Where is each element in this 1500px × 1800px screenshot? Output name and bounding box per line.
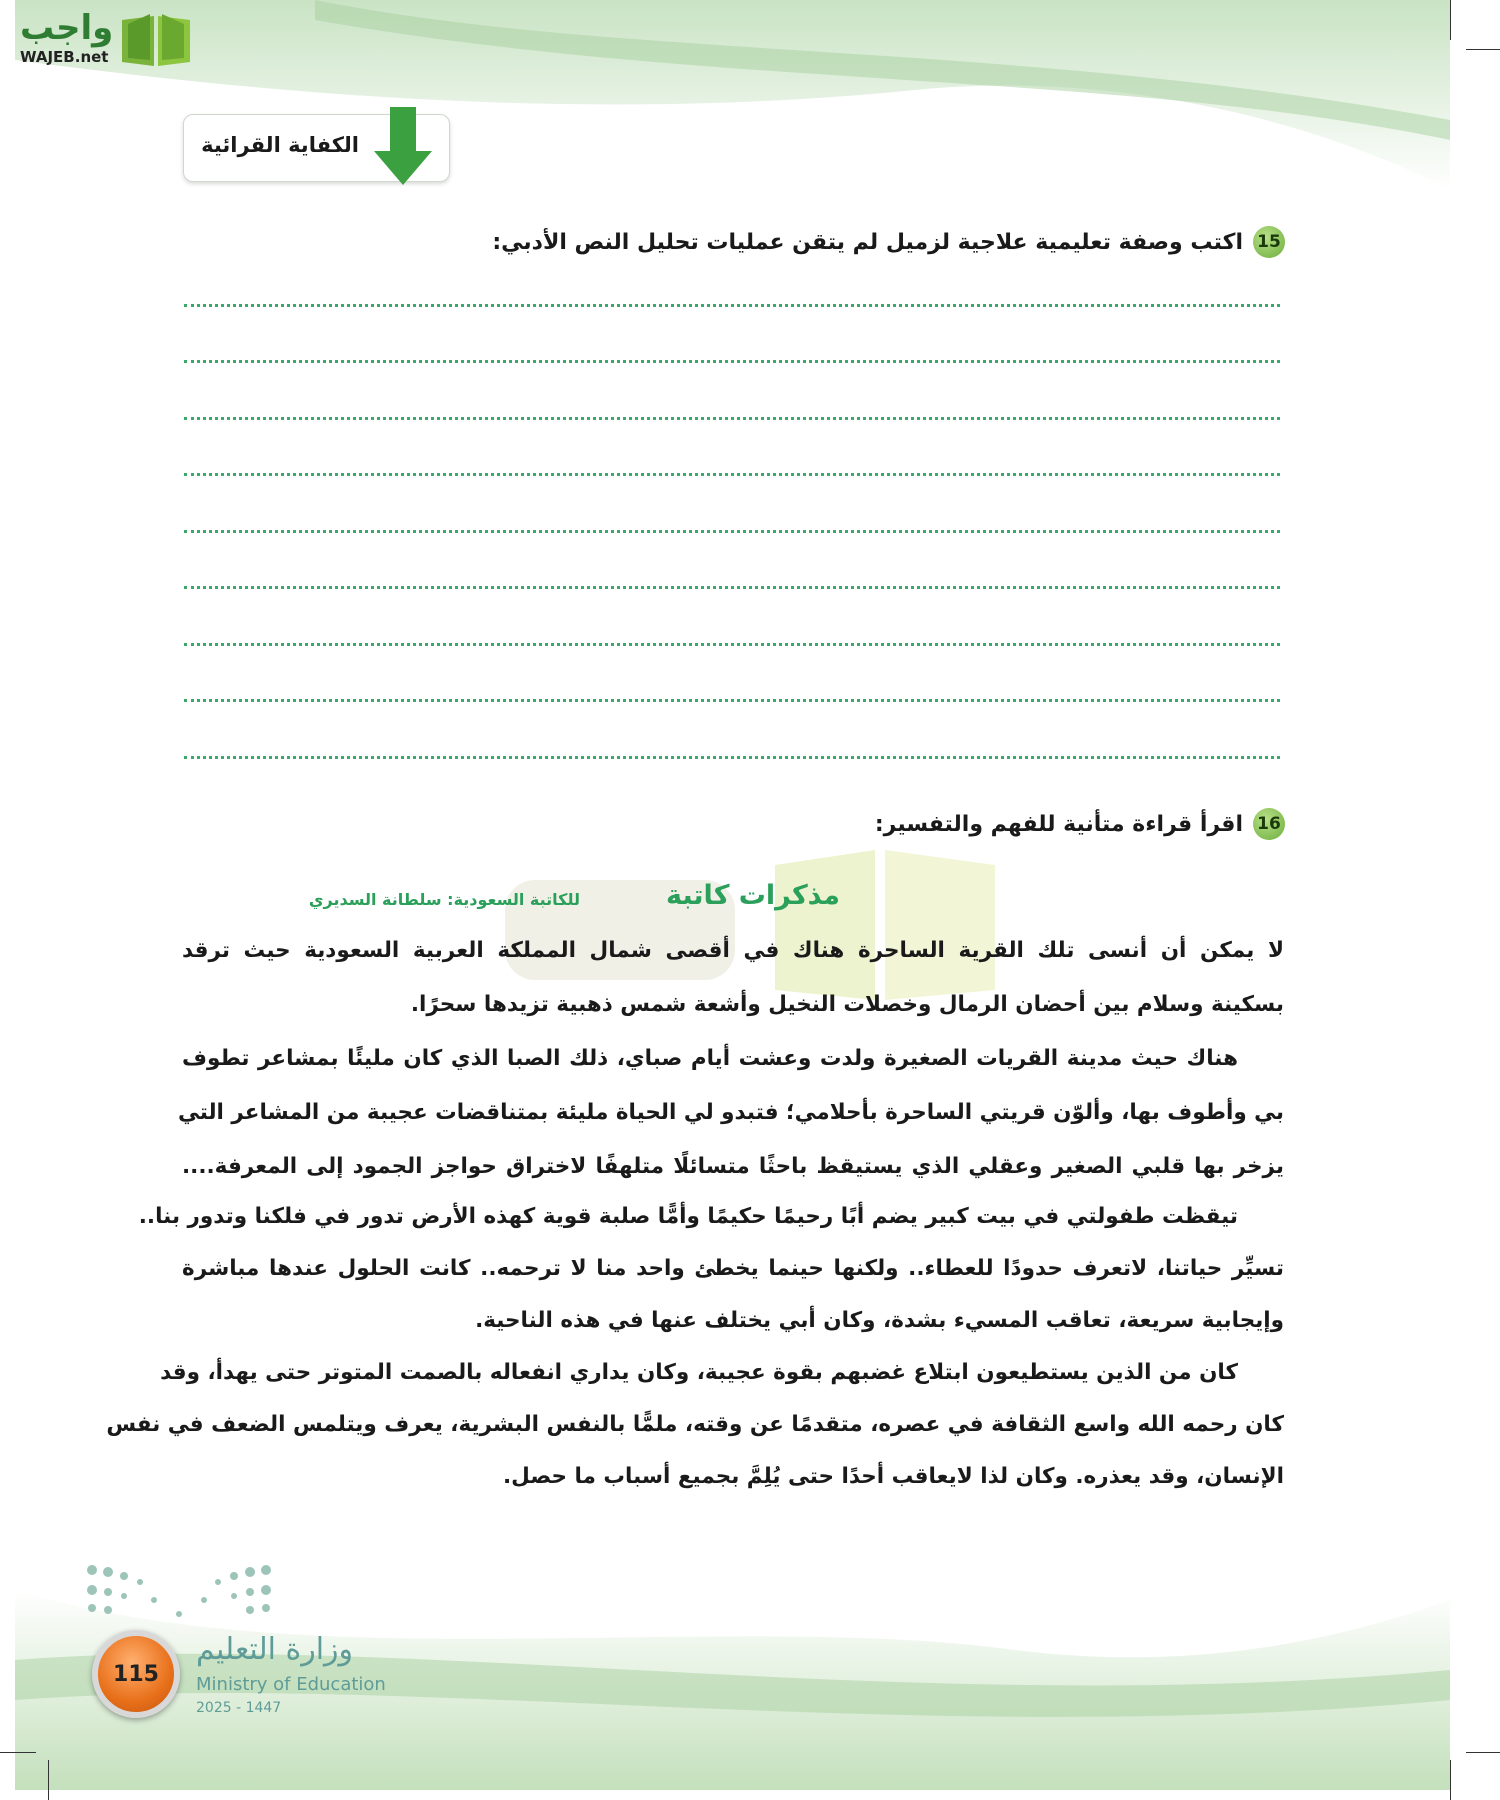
passage-line: بي وأطوف بها، وألوّن قريتي الساحرة بأحلامي؛ فتبدو لي الحياة مليئة بمتناقضات عجيبة من المشاعر التي (177, 1100, 1284, 1125)
question-text: اكتب وصفة تعليمية علاجية لزميل لم يتقن عمليات تحليل النص الأدبي: (492, 229, 1243, 255)
passage-line: كان رحمه الله واسع الثقافة في عصره، متقدمًا عن وقته، ملمًّا بالنفس البشرية، يعرف ويتلمس الضعف في نفس (106, 1412, 1284, 1437)
crop-mark (1466, 1752, 1500, 1753)
crop-mark (1450, 1760, 1451, 1800)
answer-line[interactable] (184, 417, 1280, 420)
answer-line[interactable] (184, 756, 1280, 759)
logo-latin: WAJEB.net (20, 48, 109, 66)
arrow-down-icon (372, 107, 434, 187)
passage-line: يزخر بها قلبي الصغير وعقلي الذي يستيقظ باحثًا متسائلًا متلهفًا لاختراق حواجز الجمود إلى المعرفة.... (182, 1154, 1284, 1179)
passage-title: مذكرات كاتبة (666, 880, 840, 911)
book-icon (118, 10, 194, 68)
passage-line: كان من الذين يستطيعون ابتلاع غضبهم بقوة عجيبة، وكان يداري انفعاله بالصمت المتوتر حتى يهدأ، وقد (160, 1360, 1238, 1385)
answer-line[interactable] (184, 360, 1280, 363)
section-badge-label: الكفاية القرائية (201, 133, 359, 157)
wajeb-watermark (505, 850, 1005, 1000)
passage-line: تيقظت طفولتي في بيت كبير يضم أبًا رحيمًا حكيمًا وأمًّا صلبة قوية كهذه الأرض تدور في فلكنا وتدور بنا.. (138, 1204, 1238, 1229)
section-badge (183, 114, 450, 182)
ministry-name-english: Ministry of Education (196, 1674, 386, 1695)
answer-line[interactable] (184, 304, 1280, 307)
passage-line: الإنسان، وقد يعذره. وكان لذا لايعاقب أحدًا حتى يُلِمَّ بجميع أسباب ما حصل. (503, 1464, 1284, 1489)
answer-line[interactable] (184, 530, 1280, 533)
answer-line[interactable] (184, 699, 1280, 702)
passage-line: بسكينة وسلام بين أحضان الرمال وخصلات النخيل وأشعة شمس ذهبية تزيدها سحرًا. (410, 992, 1284, 1017)
page-number: 115 (113, 1661, 159, 1687)
passage-line: تسيِّر حياتنا، لاتعرف حدودًا للعطاء.. ولكنها حينما يخطئ واحد منا لا ترحمه.. كانت الحلول عندها مباشرة (182, 1256, 1284, 1281)
wajeb-logo (8, 4, 188, 68)
passage-line: هناك حيث مدينة القريات الصغيرة ولدت وعشت أيام صباي، ذلك الصبا الذي كان مليئًا بمشاعر تطوف (182, 1046, 1238, 1071)
crop-mark (1450, 0, 1451, 40)
crop-mark (0, 1752, 36, 1753)
crop-mark (48, 1760, 49, 1800)
ministry-year: 2025 - 1447 (196, 1700, 282, 1716)
logo-arabic: واجب (20, 8, 114, 48)
question-text: اقرأ قراءة متأنية للفهم والتفسير: (874, 811, 1243, 837)
question-number-badge: 16 (1253, 808, 1285, 840)
crop-mark (1466, 49, 1500, 50)
question-16 (875, 808, 1285, 840)
answer-line[interactable] (184, 643, 1280, 646)
ministry-name-arabic: وزارة التعليم (196, 1632, 354, 1667)
passage-author: للكاتبة السعودية: سلطانة السديري (308, 890, 580, 909)
passage-line: وإيجابية سريعة، تعاقب المسيء بشدة، وكان أبي يختلف عنها في هذه الناحية. (475, 1308, 1284, 1333)
question-number-badge: 15 (1253, 226, 1285, 258)
page-number-badge (92, 1630, 180, 1718)
question-15 (492, 226, 1285, 258)
passage-line: لا يمكن أن أنسى تلك القرية الساحرة هناك في أقصى شمال المملكة العربية السعودية حيث ترقد (182, 938, 1284, 963)
ministry-logo-dots (84, 1562, 274, 1622)
answer-line[interactable] (184, 586, 1280, 589)
answer-line[interactable] (184, 473, 1280, 476)
